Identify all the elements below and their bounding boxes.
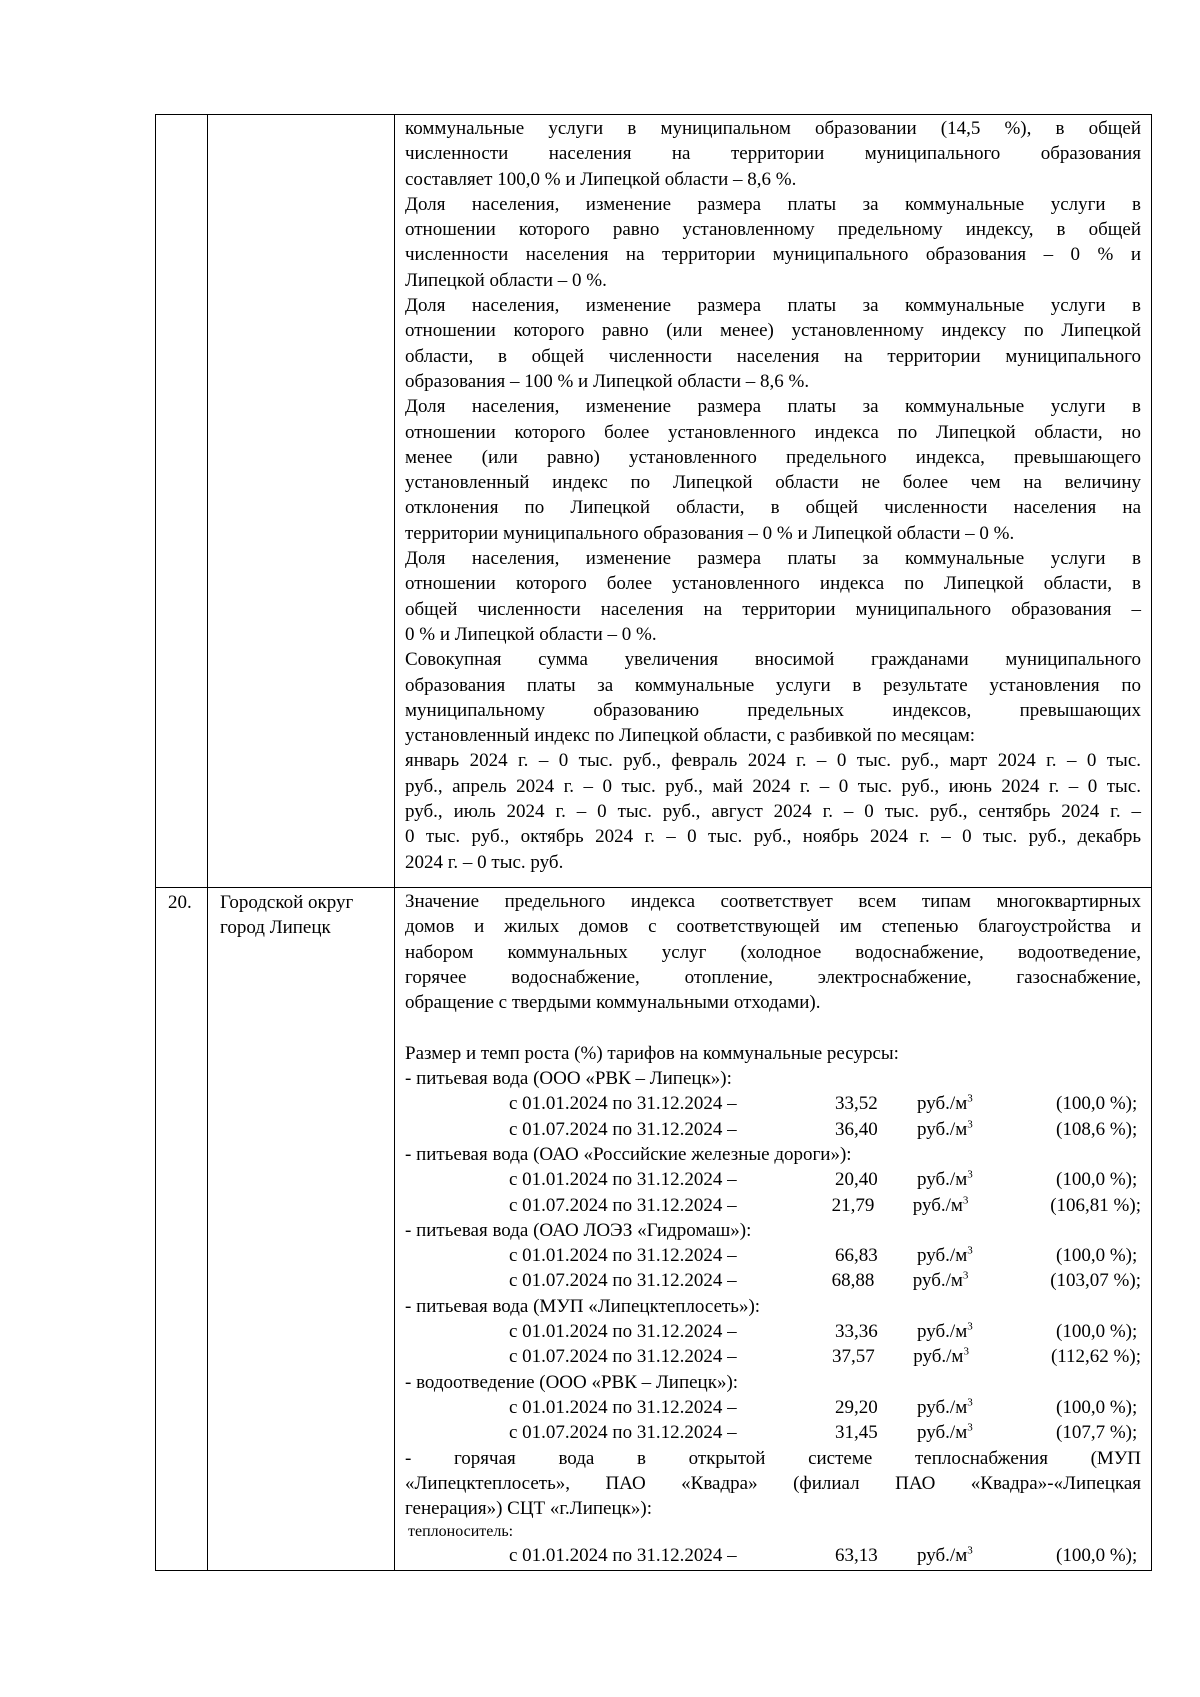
tariff-group-title: - питьевая вода (ОАО ЛОЭЗ «Гидромаш»): <box>405 1219 752 1241</box>
tariff-row: с 01.01.2024 по 31.12.2024 – 29,20 $руб./м^3$ (100,0 %); <box>509 1396 1138 1418</box>
tariff-row: с 01.01.2024 по 31.12.2024 – 63,13 $руб./м^3$ (100,0 %); <box>509 1545 1138 1567</box>
document-table <box>155 114 1152 1571</box>
text-line: Липецкой области – 0 %. <box>405 269 607 291</box>
tariff-row: с 01.01.2024 по 31.12.2024 – 33,52 $руб./м^3$ (100,0 %); <box>509 1093 1138 1115</box>
tariff-row: с 01.01.2024 по 31.12.2024 – 66,83 $руб./м^3$ (100,0 %); <box>509 1244 1138 1267</box>
text-line: менее (или равно) установленного предельного индекса, превышающего <box>405 446 1141 468</box>
text-line: отклонения по Липецкой области, в общей численности населения на <box>405 497 1141 519</box>
text-line: Доля населения, изменение размера платы за коммунальные услуги в <box>405 193 1141 215</box>
text-line: численности населения на территории муниципального образования – 0 % и <box>405 244 1141 266</box>
text-line: набором коммунальных услуг (холодное водоснабжение, водоотведение, <box>405 941 1141 963</box>
tariff-row: с 01.07.2024 по 31.12.2024 – 21,79 $руб./м^3$ (106,81 %); <box>509 1194 1141 1216</box>
row-name-cell-empty <box>208 115 395 888</box>
text-line: территории муниципального образования – 0 % и Липецкой области – 0 %. <box>405 522 1015 544</box>
row-number: 20. <box>168 892 192 913</box>
tariff-group-title: - водоотведение (ООО «РВК – Липецк»): <box>405 1371 739 1393</box>
row-number-cell-empty <box>156 115 208 888</box>
text-line: Доля населения, изменение размера платы за коммунальные услуги в <box>405 396 1141 418</box>
text-line: руб., июль 2024 г. – 0 тыс. руб., август 2024 г. – 0 тыс. руб., сентябрь 2024 г. – <box>405 801 1141 823</box>
text-line: численности населения на территории муниципального образования <box>405 143 1141 165</box>
text-line: горячее водоснабжение, отопление, электроснабжение, газоснабжение, <box>405 966 1141 988</box>
text-line: установленный индекс по Липецкой области не более чем на величину <box>405 472 1141 494</box>
text-line: обращение с твердыми коммунальными отходами). <box>405 992 821 1014</box>
tariff-row: с 01.07.2024 по 31.12.2024 – 37,57 $руб./м^3$ (112,62 %); <box>509 1346 1141 1368</box>
text-line: «Липецктеплосеть», ПАО «Квадра» (филиал ПАО «Квадра»-«Липецкая <box>405 1472 1141 1494</box>
text-line: генерация») СЦТ «г.Липецк»): <box>405 1498 652 1520</box>
row-description-cell <box>395 888 1152 1571</box>
text-line: установленный индекс по Липецкой области, с разбивкой по месяцам: <box>405 725 976 747</box>
text-line: Значение предельного индекса соответствует всем типам многоквартирных <box>405 891 1141 912</box>
row-number-cell <box>156 888 208 1571</box>
text-line: Совокупная сумма увеличения вносимой гражданами муниципального <box>405 649 1141 671</box>
text-line: отношении которого равно установленному предельному индексу, в общей <box>405 219 1141 241</box>
text-line: Доля населения, изменение размера платы за коммунальные услуги в <box>405 295 1141 317</box>
tariff-group-title: - питьевая вода (ООО «РВК – Липецк»): <box>405 1068 732 1090</box>
tariff-group-title: - питьевая вода (МУП «Липецктеплосеть»): <box>405 1295 761 1317</box>
table-row-20 <box>156 888 1152 1571</box>
heat-carrier-label: теплоноситель: <box>408 1523 514 1541</box>
tariffs-heading: Размер и темп роста (%) тарифов на коммунальные ресурсы: <box>405 1042 899 1064</box>
tariff-row: с 01.01.2024 по 31.12.2024 – 33,36 $руб./м^3$ (100,0 %); <box>509 1320 1138 1343</box>
text-line: области, в общей численности населения на территории муниципального <box>405 345 1141 367</box>
text-line: - горячая вода в открытой системе теплоснабжения (МУП <box>405 1447 1141 1469</box>
municipality-name-line2: город Липецк <box>220 917 331 939</box>
text-line: составляет 100,0 % и Липецкой области – 8,6 %. <box>405 168 797 190</box>
text-line: образования платы за коммунальные услуги в результате установления по <box>405 674 1141 696</box>
text-line: муниципальному образованию предельных индексов, превышающих <box>405 699 1141 721</box>
text-line: 2024 г. – 0 тыс. руб. <box>405 851 564 873</box>
tariff-group-title: - питьевая вода (ОАО «Российские железные дороги»): <box>405 1143 852 1165</box>
text-line: 0 тыс. руб., октябрь 2024 г. – 0 тыс. руб., ноябрь 2024 г. – 0 тыс. руб., декабрь <box>405 826 1141 848</box>
text-line: домов и жилых домов с соответствующей им степенью благоустройства и <box>405 916 1141 938</box>
municipality-name-line1: Городской округ <box>220 892 354 913</box>
row-name-cell <box>208 888 395 1571</box>
text-line: образования – 100 % и Липецкой области – 8,6 %. <box>405 370 810 392</box>
tariff-row: с 01.07.2024 по 31.12.2024 – 68,88 $руб./м^3$ (103,07 %); <box>509 1270 1141 1292</box>
text-line: Доля населения, изменение размера платы за коммунальные услуги в <box>405 548 1141 570</box>
table-row-continued <box>156 115 1152 888</box>
text-line: 0 % и Липецкой области – 0 %. <box>405 623 657 645</box>
text-line: январь 2024 г. – 0 тыс. руб., февраль 2024 г. – 0 тыс. руб., март 2024 г. – 0 тыс. <box>405 750 1141 772</box>
row-description-cell <box>395 115 1152 888</box>
text-line: общей численности населения на территории муниципального образования – <box>405 598 1141 620</box>
tariff-row: с 01.07.2024 по 31.12.2024 – 31,45 $руб./м^3$ (107,7 %); <box>509 1421 1138 1444</box>
text-line: отношении которого более установленного индекса по Липецкой области, но <box>405 421 1141 443</box>
tariff-row: с 01.01.2024 по 31.12.2024 – 20,40 $руб./м^3$ (100,0 %); <box>509 1168 1138 1191</box>
tariff-row: с 01.07.2024 по 31.12.2024 – 36,40 $руб./м^3$ (108,6 %); <box>509 1118 1138 1140</box>
text-line: руб., апрель 2024 г. – 0 тыс. руб., май 2024 г. – 0 тыс. руб., июнь 2024 г. – 0 тыс. <box>405 775 1141 797</box>
text-line: отношении которого более установленного индекса по Липецкой области, в <box>405 573 1141 595</box>
text-line: отношении которого равно (или менее) установленному индексу по Липецкой <box>405 320 1141 342</box>
text-line: коммунальные услуги в муниципальном образовании (14,5 %), в общей <box>405 118 1141 139</box>
